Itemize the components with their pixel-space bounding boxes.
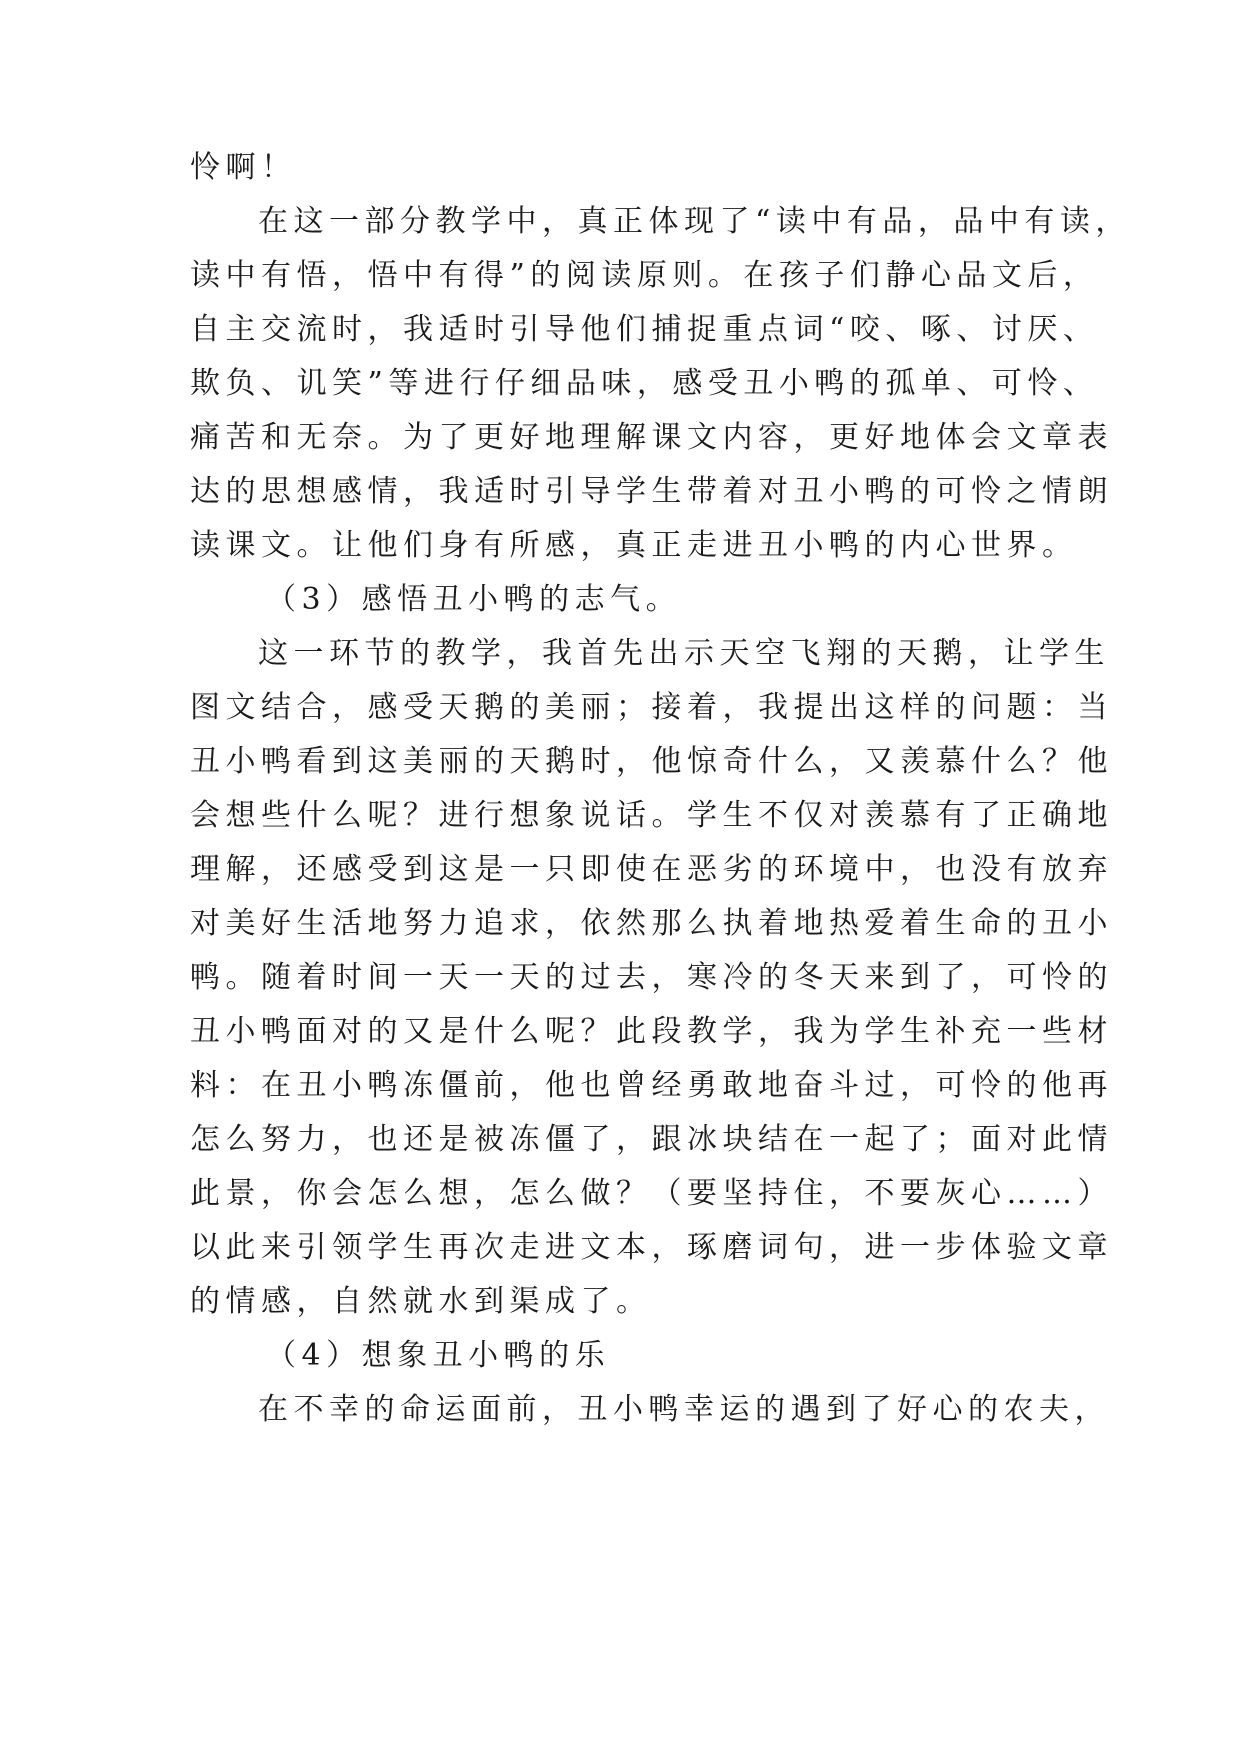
text-line: 读中有悟，悟中有得”的阅读原则。在孩子们静心品文后， (190, 258, 1099, 293)
text-line: 丑小鸭看到这美丽的天鹅时，他惊奇什么，又羡慕什么？他 (190, 744, 1113, 779)
text-line: 的情感，自然就水到渠成了。 (190, 1284, 652, 1319)
text-line: 理解，还感受到这是一只即使在恶劣的环境中，也没有放弃 (190, 852, 1113, 887)
text-line: 自主交流时，我适时引导他们捕捉重点词“咬、啄、讨厌、 (190, 312, 1099, 347)
text-line: 丑小鸭面对的又是什么呢？此段教学，我为学生补充一些材 (190, 1014, 1113, 1049)
text-line: 怎么努力，也还是被冻僵了，跟冰块结在一起了；面对此情 (190, 1122, 1113, 1157)
paragraph-start: 这一环节的教学，我首先出示天空飞翔的天鹅，让学生 (258, 636, 1110, 671)
text-line: 痛苦和无奈。为了更好地理解课文内容，更好地体会文章表 (190, 420, 1113, 455)
paragraph-start: 在不幸的命运面前，丑小鸭幸运的遇到了好心的农夫， (258, 1392, 1110, 1427)
section-heading: （4）想象丑小鸭的乐 (266, 1338, 611, 1373)
paragraph-start: 在这一部分教学中，真正体现了“读中有品，品中有读， (258, 204, 1131, 239)
section-heading: （3）感悟丑小鸭的志气。 (266, 582, 682, 617)
text-line: 怜啊！ (190, 150, 297, 185)
text-line: 对美好生活地努力追求，依然那么执着地热爱着生命的丑小 (190, 906, 1113, 941)
text-line: 图文结合，感受天鹅的美丽；接着，我提出这样的问题：当 (190, 690, 1113, 725)
text-line: 料：在丑小鸭冻僵前，他也曾经勇敢地奋斗过，可怜的他再 (190, 1068, 1113, 1103)
text-line: 此景，你会怎么想，怎么做？（要坚持住，不要灰心……） (190, 1176, 1113, 1211)
text-line: 鸭。随着时间一天一天的过去，寒冷的冬天来到了，可怜的 (190, 960, 1113, 995)
text-line: 以此来引领学生再次走进文本，琢磨词句，进一步体验文章 (190, 1230, 1113, 1265)
text-line: 欺负、讥笑”等进行仔细品味，感受丑小鸭的孤单、可怜、 (190, 366, 1099, 401)
text-line: 读课文。让他们身有所感，真正走进丑小鸭的内心世界。 (190, 528, 1078, 563)
text-line: 达的思想感情，我适时引导学生带着对丑小鸭的可怜之情朗 (190, 474, 1113, 509)
text-line: 会想些什么呢？进行想象说话。学生不仅对羡慕有了正确地 (190, 798, 1113, 833)
